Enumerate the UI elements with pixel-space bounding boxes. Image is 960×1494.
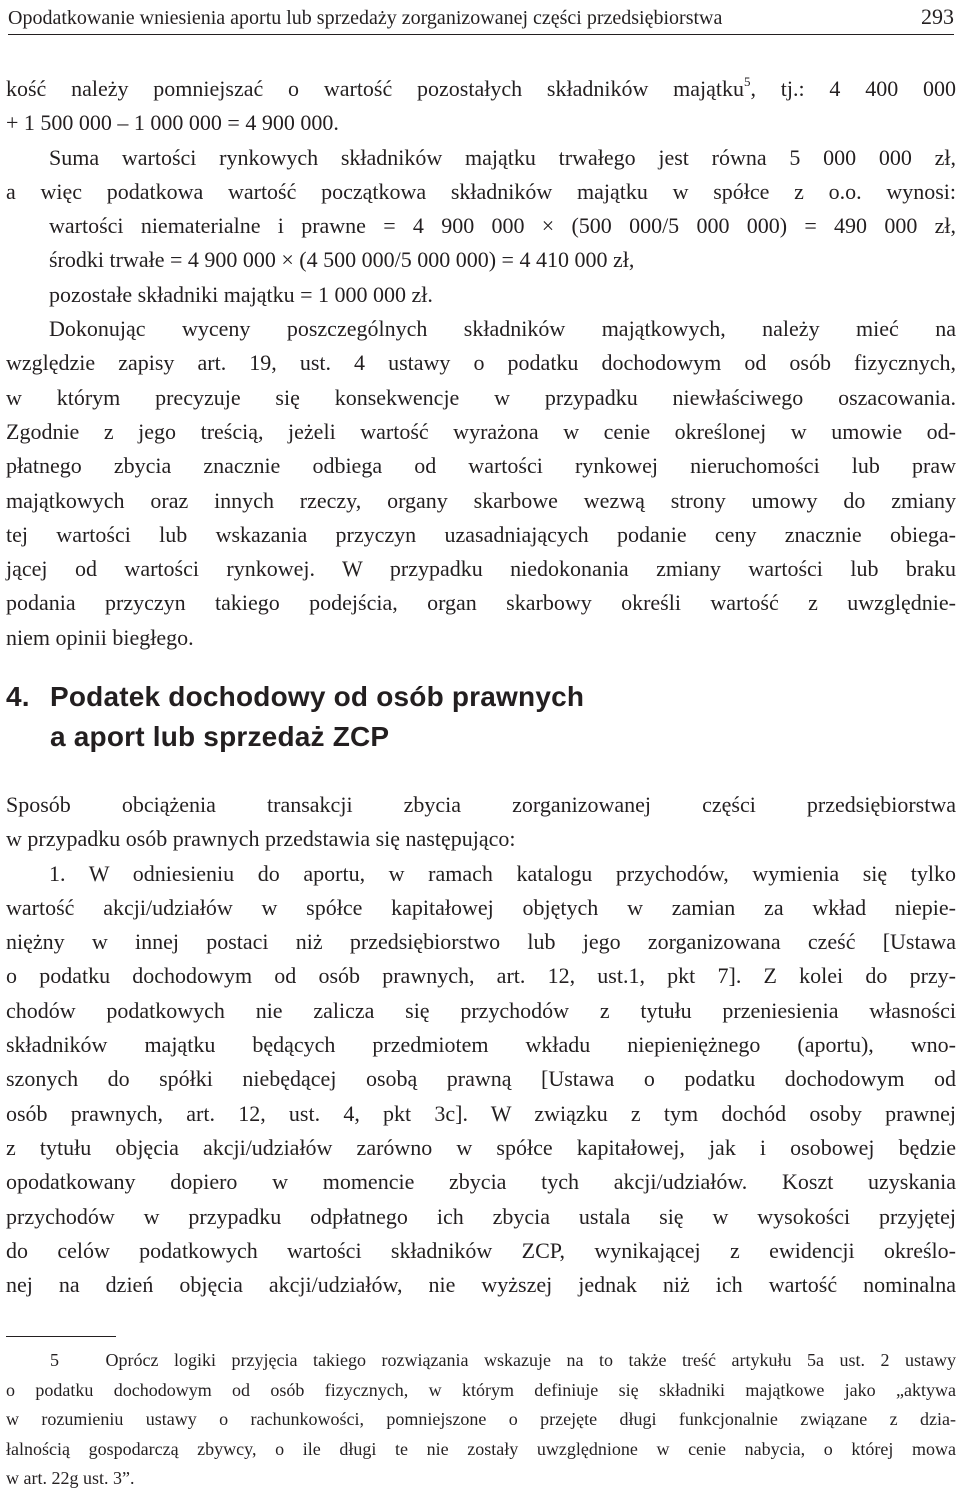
main-text bbox=[6, 72, 956, 655]
text-line: niężny w innej postaci niż przedsiębiorstwo lub jego zorganizowana cześć [Ustawa bbox=[6, 929, 956, 955]
text-line: przychodów w przypadku odpłatnego ich zbycia ustala się w wysokości przyjętej bbox=[6, 1203, 956, 1229]
footnote-line: w rozumieniu ustawy o rachunkowości, pomniejszone o przejęte długi funkcjonalnie związane z dzia- bbox=[6, 1409, 956, 1430]
text-line: wartość akcji/udziałów w spółce kapitałowej objętych w zamian za wkład niepie- bbox=[6, 894, 956, 920]
text-line: opodatkowany dopiero w momencie zbycia tych akcji/udziałów. Koszt uzyskania bbox=[6, 1169, 956, 1195]
text-line: a więc podatkowa wartość początkowa składników majątku w spółce z o.o. wynosi: bbox=[6, 178, 956, 204]
section-title-line1: Podatek dochodowy od osób prawnych bbox=[50, 681, 585, 712]
text-line: pozostałe składniki majątku = 1 000 000 zł. bbox=[49, 281, 433, 307]
text-line: osób prawnych, art. 12, ust. 4, pkt 3c]. W związku z tym dochód osoby prawnej bbox=[6, 1100, 956, 1126]
section-text bbox=[6, 788, 956, 1302]
text-line: podania przyczyn takiego podejścia, organ skarbowy określi wartość z uwzględnie- bbox=[6, 590, 956, 616]
footnote-reference[interactable]: 5 bbox=[744, 73, 751, 89]
text-line: chodów podatkowych nie zalicza się przychodów z tytułu przeniesienia własności bbox=[6, 997, 956, 1023]
footnote-divider bbox=[6, 1336, 116, 1337]
text-line: majątkowych oraz innych rzeczy, organy skarbowe wezwą strony umowy do zmiany bbox=[6, 487, 956, 513]
text-line: składników majątku będących przedmiotem wkładu niepieniężnego (aportu), wno- bbox=[6, 1032, 956, 1058]
section-heading bbox=[6, 677, 584, 757]
section-number: 4. bbox=[6, 681, 30, 712]
list-item-line: 1. W odniesieniu do aportu, w ramach katalogu przychodów, wymienia się tylko bbox=[49, 860, 956, 886]
text-line: nej na dzień objęcia akcji/udziałów, nie wyższej jednak niż ich wartość nominalna bbox=[6, 1272, 956, 1298]
footnote bbox=[6, 1346, 956, 1494]
text-line: szonych do spółki niebędącej osobą prawną [Ustawa o podatku dochodowym od bbox=[6, 1066, 956, 1092]
text-line: w którym precyzuje się konsekwencje w przypadku niewłaściwego oszacowania. bbox=[6, 384, 956, 410]
text-line: jącej od wartości rynkowej. W przypadku niedokonania zmiany wartości lub braku bbox=[6, 556, 956, 582]
text-line: kość należy pomniejszać o wartość pozostałych składników majątku$^5$, tj.: 4 400 000 bbox=[6, 73, 956, 101]
text-line: z tytułu objęcia akcji/udziałów zarówno w spółce kapitałowej, jak i osobowej będzie bbox=[6, 1134, 956, 1160]
text-line: Suma wartości rynkowych składników majątku trwałego jest równa 5 000 000 zł, bbox=[49, 144, 956, 170]
text-line: + 1 500 000 – 1 000 000 = 4 900 000. bbox=[6, 110, 339, 136]
text-line: Sposób obciążenia transakcji zbycia zorganizowanej części przedsiębiorstwa bbox=[6, 792, 956, 817]
footnote-line: o podatku dochodowym od osób fizycznych, w którym definiuje się składniki majątkowe jako „aktywa bbox=[6, 1379, 956, 1400]
footnote-line: 5 Oprócz logiki przyjęcia takiego rozwiązania wskazuje na to także treść artykułu 5a ust. 2 ustawy bbox=[50, 1350, 956, 1370]
text-line: tej wartości lub wskazania przyczyn uzasadniających podanie ceny znacznie obiega- bbox=[6, 521, 956, 547]
text-line: środki trwałe = 4 900 000 × (4 500 000/5 000 000) = 4 410 000 zł, bbox=[49, 247, 635, 273]
footnote-line: łalnością gospodarczą zbywcy, o ile długi te nie zostały uwzględnione w cenie nabycia, o której mowa bbox=[6, 1438, 956, 1459]
text-line: w przypadku osób prawnych przedstawia się następująco: bbox=[6, 826, 516, 852]
running-header bbox=[8, 4, 954, 35]
text-line: Dokonując wyceny poszczególnych składników majątkowych, należy mieć na bbox=[49, 316, 956, 342]
page-number: 293 bbox=[921, 4, 954, 29]
footnote-marker: 5 bbox=[50, 1350, 59, 1370]
text-line: do celów podatkowych wartości składników ZCP, wynikającej z ewidencji określo- bbox=[6, 1237, 956, 1263]
footnote-line: w art. 22g ust. 3”. bbox=[6, 1468, 135, 1489]
text-line: płatnego zbycia znacznie odbiega od wartości rynkowej nieruchomości lub praw bbox=[6, 453, 956, 479]
text-line: o podatku dochodowym od osób prawnych, art. 12, ust.1, pkt 7]. Z kolei do przy- bbox=[6, 963, 956, 989]
text-line: względzie zapisy art. 19, ust. 4 ustawy o podatku dochodowym od osób fizycznych, bbox=[6, 350, 956, 376]
text-line: wartości niematerialne i prawne = 4 900 000 × (500 000/5 000 000) = 490 000 zł, bbox=[49, 213, 956, 239]
running-title: Opodatkowanie wniesienia aportu lub sprzedaży zorganizowanej części przedsiębiorstwa bbox=[8, 7, 723, 29]
text-line: Zgodnie z jego treścią, jeżeli wartość wyrażona w cenie określonej w umowie od- bbox=[6, 418, 956, 444]
text-line: niem opinii biegłego. bbox=[6, 624, 194, 650]
section-title-line2: a aport lub sprzedaż ZCP bbox=[50, 721, 390, 752]
